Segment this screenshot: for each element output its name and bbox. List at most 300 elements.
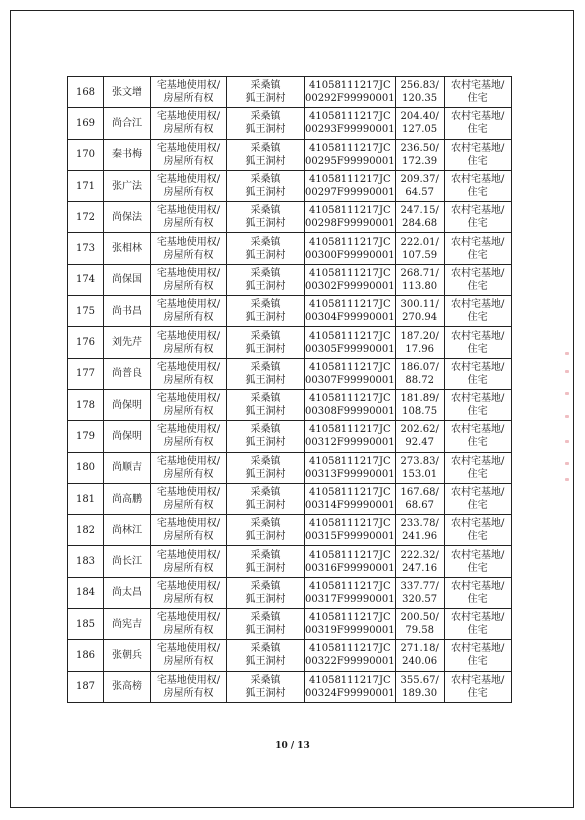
land-use-line: 住宅 (467, 124, 488, 136)
land-use-cell (444, 264, 511, 295)
owner-name-cell: 尚高鹏 (104, 483, 151, 514)
area-cell (395, 233, 444, 264)
area-line: 355.67/ (400, 674, 439, 686)
land-use-line: 农村宅基地/ (450, 549, 505, 561)
land-use-line: 农村宅基地/ (450, 455, 505, 467)
location-line: 采桑镇 (250, 674, 281, 686)
row-number-cell: 182 (68, 515, 104, 546)
parcel-code-line: 00322F99990001 (305, 656, 395, 668)
table-row (68, 139, 512, 170)
right-type-line: 房屋所有权 (163, 280, 214, 292)
owner-name-cell: 尚宪吉 (104, 609, 151, 640)
land-use-line: 农村宅基地/ (450, 580, 505, 592)
parcel-code-cell (305, 233, 396, 264)
right-type-line: 房屋所有权 (163, 468, 214, 480)
location-line: 采桑镇 (250, 643, 281, 655)
land-use-cell (444, 421, 511, 452)
area-line: 181.89/ (400, 393, 439, 405)
location-cell (227, 77, 305, 108)
location-line: 狐王洞村 (245, 155, 286, 167)
row-number-cell: 170 (68, 139, 104, 170)
area-line: 127.05 (402, 124, 438, 136)
owner-name-cell: 尚保法 (104, 202, 151, 233)
area-line: 320.57 (402, 593, 438, 605)
table-row (68, 577, 512, 608)
owner-name-cell: 尚顺吉 (104, 452, 151, 483)
table-row (68, 452, 512, 483)
area-line: 271.18/ (400, 643, 439, 655)
parcel-code-line: 41058111217JC (309, 455, 391, 467)
area-cell (395, 358, 444, 389)
area-line: 200.50/ (400, 612, 439, 624)
location-cell (227, 483, 305, 514)
right-type-line: 房屋所有权 (163, 155, 214, 167)
row-number-cell: 183 (68, 546, 104, 577)
location-line: 采桑镇 (250, 267, 281, 279)
location-line: 采桑镇 (250, 111, 281, 123)
area-cell (395, 202, 444, 233)
land-use-line: 住宅 (467, 374, 488, 386)
land-use-cell (444, 546, 511, 577)
row-number-cell: 186 (68, 640, 104, 671)
land-use-cell (444, 389, 511, 420)
area-line: 247.16 (402, 562, 438, 574)
parcel-code-line: 00292F99990001 (305, 93, 395, 105)
area-line: 107.59 (402, 249, 438, 261)
table-row (68, 264, 512, 295)
land-use-line: 农村宅基地/ (450, 80, 505, 92)
location-line: 狐王洞村 (245, 500, 286, 511)
location-line: 采桑镇 (250, 393, 281, 405)
land-use-line: 农村宅基地/ (450, 205, 505, 217)
area-cell (395, 389, 444, 420)
parcel-code-line: 00307F99990001 (305, 374, 395, 386)
area-line: 240.06 (402, 656, 438, 668)
right-type-line: 房屋所有权 (163, 124, 214, 136)
row-number-cell: 176 (68, 327, 104, 358)
owner-name-cell: 张文增 (104, 77, 151, 108)
location-line: 狐王洞村 (245, 437, 286, 449)
location-cell (227, 233, 305, 264)
parcel-code-line: 41058111217JC (309, 142, 391, 154)
land-use-cell (444, 139, 511, 170)
land-use-line: 农村宅基地/ (450, 643, 505, 655)
location-line: 狐王洞村 (245, 374, 286, 386)
land-use-line: 住宅 (467, 562, 488, 574)
parcel-code-line: 41058111217JC (309, 361, 391, 373)
area-line: 209.37/ (400, 174, 439, 186)
right-type-line: 宅基地使用权/ (156, 330, 221, 342)
area-line: 300.11/ (400, 299, 439, 311)
land-use-line: 农村宅基地/ (450, 518, 505, 530)
right-type-line: 房屋所有权 (163, 531, 214, 543)
right-type-line: 宅基地使用权/ (156, 267, 221, 279)
land-use-cell (444, 609, 511, 640)
parcel-code-line: 41058111217JC (309, 80, 391, 92)
area-line: 120.35 (402, 93, 438, 105)
location-line: 狐王洞村 (245, 687, 286, 699)
parcel-code-cell (305, 671, 396, 702)
row-number-cell: 178 (68, 389, 104, 420)
table-row (68, 389, 512, 420)
land-use-cell (444, 483, 511, 514)
land-use-line: 农村宅基地/ (450, 142, 505, 154)
owner-name-cell: 张相林 (104, 233, 151, 264)
location-line: 狐王洞村 (245, 280, 286, 292)
parcel-code-line: 41058111217JC (309, 580, 391, 592)
right-type-line: 宅基地使用权/ (156, 205, 221, 217)
parcel-code-cell (305, 358, 396, 389)
parcel-code-cell (305, 108, 396, 139)
right-type-cell (151, 77, 227, 108)
parcel-code-line: 41058111217JC (309, 674, 391, 686)
parcel-code-cell (305, 515, 396, 546)
row-number-cell: 184 (68, 577, 104, 608)
area-line: 256.83/ (400, 80, 439, 92)
right-type-line: 房屋所有权 (163, 312, 214, 324)
right-type-line: 宅基地使用权/ (156, 142, 221, 154)
row-number-cell: 169 (68, 108, 104, 139)
land-use-cell (444, 233, 511, 264)
right-type-line: 房屋所有权 (163, 187, 214, 199)
land-use-line: 住宅 (467, 625, 488, 637)
registry-table-body (68, 77, 512, 703)
location-line: 采桑镇 (250, 174, 281, 186)
right-type-line: 房屋所有权 (163, 437, 214, 449)
location-line: 狐王洞村 (245, 93, 286, 105)
land-use-line: 农村宅基地/ (450, 424, 505, 436)
area-cell (395, 77, 444, 108)
right-type-cell (151, 546, 227, 577)
location-line: 采桑镇 (250, 612, 281, 624)
location-line: 狐王洞村 (245, 124, 286, 136)
land-use-cell (444, 640, 511, 671)
land-use-line: 农村宅基地/ (450, 674, 505, 686)
parcel-code-line: 00324F99990001 (305, 687, 395, 699)
location-cell (227, 202, 305, 233)
location-line: 采桑镇 (250, 80, 281, 92)
land-use-cell (444, 202, 511, 233)
right-type-line: 宅基地使用权/ (156, 674, 221, 686)
area-cell (395, 170, 444, 201)
location-cell (227, 108, 305, 139)
location-cell (227, 515, 305, 546)
land-use-line: 住宅 (467, 687, 488, 699)
land-use-line: 农村宅基地/ (450, 299, 505, 311)
row-number-cell: 181 (68, 483, 104, 514)
parcel-code-cell (305, 640, 396, 671)
area-line: 79.58 (405, 625, 434, 637)
owner-name-cell: 刘先芹 (104, 327, 151, 358)
land-use-line: 住宅 (467, 312, 488, 324)
land-use-cell (444, 296, 511, 327)
parcel-code-cell (305, 264, 396, 295)
area-cell (395, 421, 444, 452)
area-line: 17.96 (405, 343, 434, 355)
right-type-line: 房屋所有权 (163, 500, 214, 511)
area-line: 187.20/ (400, 330, 439, 342)
location-line: 狐王洞村 (245, 312, 286, 324)
location-line: 狐王洞村 (245, 593, 286, 605)
parcel-code-cell (305, 452, 396, 483)
location-line: 采桑镇 (250, 236, 281, 248)
right-type-cell (151, 358, 227, 389)
area-line: 241.96 (402, 531, 438, 543)
area-line: 233.78/ (400, 518, 439, 530)
right-type-line: 房屋所有权 (163, 249, 214, 261)
parcel-code-line: 00313F99990001 (305, 468, 395, 480)
parcel-code-cell (305, 139, 396, 170)
owner-name-cell: 尚普良 (104, 358, 151, 389)
location-cell (227, 452, 305, 483)
parcel-code-cell (305, 546, 396, 577)
right-type-cell (151, 139, 227, 170)
parcel-code-line: 41058111217JC (309, 487, 391, 498)
area-line: 153.01 (402, 468, 438, 480)
land-use-line: 住宅 (467, 406, 488, 418)
right-type-cell (151, 515, 227, 546)
table-row (68, 170, 512, 201)
location-cell (227, 170, 305, 201)
parcel-code-line: 41058111217JC (309, 612, 391, 624)
area-line: 68.67 (405, 500, 434, 511)
land-use-line: 住宅 (467, 500, 488, 511)
location-line: 狐王洞村 (245, 531, 286, 543)
right-type-cell (151, 233, 227, 264)
right-type-line: 房屋所有权 (163, 625, 214, 637)
area-line: 113.80 (402, 280, 438, 292)
right-type-line: 宅基地使用权/ (156, 393, 221, 405)
table-row (68, 233, 512, 264)
parcel-code-line: 41058111217JC (309, 643, 391, 655)
land-use-line: 农村宅基地/ (450, 612, 505, 624)
area-line: 189.30 (402, 687, 438, 699)
table-row (68, 671, 512, 702)
right-type-line: 房屋所有权 (163, 93, 214, 105)
right-type-cell (151, 483, 227, 514)
area-line: 167.68/ (400, 487, 439, 498)
area-cell (395, 296, 444, 327)
parcel-code-line: 00297F99990001 (305, 187, 395, 199)
area-line: 236.50/ (400, 142, 439, 154)
location-line: 采桑镇 (250, 487, 281, 498)
location-cell (227, 139, 305, 170)
parcel-code-line: 00308F99990001 (305, 406, 395, 418)
owner-name-cell: 张朝兵 (104, 640, 151, 671)
area-line: 273.83/ (400, 455, 439, 467)
parcel-code-cell (305, 77, 396, 108)
row-number-cell: 185 (68, 609, 104, 640)
right-type-cell (151, 264, 227, 295)
location-cell (227, 327, 305, 358)
right-type-line: 宅基地使用权/ (156, 361, 221, 373)
area-line: 108.75 (402, 406, 438, 418)
parcel-code-cell (305, 170, 396, 201)
area-line: 222.32/ (400, 549, 439, 561)
right-type-cell (151, 577, 227, 608)
area-line: 268.71/ (400, 267, 439, 279)
seal-fragment (565, 352, 571, 482)
right-type-line: 房屋所有权 (163, 343, 214, 355)
location-cell (227, 640, 305, 671)
owner-name-cell: 尚林江 (104, 515, 151, 546)
area-cell (395, 264, 444, 295)
parcel-code-line: 41058111217JC (309, 236, 391, 248)
right-type-line: 房屋所有权 (163, 656, 214, 668)
parcel-code-cell (305, 609, 396, 640)
right-type-line: 宅基地使用权/ (156, 174, 221, 186)
area-line: 204.40/ (400, 111, 439, 123)
parcel-code-line: 41058111217JC (309, 267, 391, 279)
location-line: 狐王洞村 (245, 218, 286, 230)
land-use-line: 农村宅基地/ (450, 267, 505, 279)
right-type-line: 宅基地使用权/ (156, 643, 221, 655)
right-type-line: 宅基地使用权/ (156, 236, 221, 248)
right-type-line: 宅基地使用权/ (156, 424, 221, 436)
parcel-code-cell (305, 483, 396, 514)
area-line: 202.62/ (400, 424, 439, 436)
parcel-code-line: 00304F99990001 (305, 312, 395, 324)
land-use-cell (444, 327, 511, 358)
location-line: 采桑镇 (250, 142, 281, 154)
land-use-cell (444, 358, 511, 389)
location-line: 采桑镇 (250, 518, 281, 530)
parcel-code-line: 00302F99990001 (305, 280, 395, 292)
land-use-line: 住宅 (467, 155, 488, 167)
location-line: 采桑镇 (250, 549, 281, 561)
parcel-code-line: 00293F99990001 (305, 124, 395, 136)
row-number-cell: 171 (68, 170, 104, 201)
parcel-code-line: 00319F99990001 (305, 625, 395, 637)
right-type-line: 宅基地使用权/ (156, 580, 221, 592)
right-type-line: 宅基地使用权/ (156, 80, 221, 92)
location-cell (227, 389, 305, 420)
right-type-line: 宅基地使用权/ (156, 612, 221, 624)
location-line: 狐王洞村 (245, 656, 286, 668)
land-use-line: 农村宅基地/ (450, 236, 505, 248)
location-line: 采桑镇 (250, 330, 281, 342)
parcel-code-line: 00305F99990001 (305, 343, 395, 355)
table-row (68, 546, 512, 577)
right-type-cell (151, 296, 227, 327)
area-cell (395, 671, 444, 702)
location-cell (227, 671, 305, 702)
right-type-cell (151, 327, 227, 358)
parcel-code-line: 00312F99990001 (305, 437, 395, 449)
right-type-line: 宅基地使用权/ (156, 299, 221, 311)
owner-name-cell: 尚保明 (104, 389, 151, 420)
table-row (68, 640, 512, 671)
area-cell (395, 108, 444, 139)
location-line: 采桑镇 (250, 361, 281, 373)
row-number-cell: 180 (68, 452, 104, 483)
land-use-cell (444, 452, 511, 483)
area-cell (395, 609, 444, 640)
parcel-code-line: 41058111217JC (309, 299, 391, 311)
location-line: 采桑镇 (250, 205, 281, 217)
location-line: 狐王洞村 (245, 562, 286, 574)
area-line: 88.72 (405, 374, 434, 386)
location-cell (227, 609, 305, 640)
land-use-cell (444, 515, 511, 546)
land-use-line: 住宅 (467, 593, 488, 605)
owner-name-cell: 秦书梅 (104, 139, 151, 170)
right-type-cell (151, 421, 227, 452)
area-cell (395, 577, 444, 608)
table-row (68, 327, 512, 358)
land-use-cell (444, 671, 511, 702)
parcel-code-cell (305, 389, 396, 420)
land-use-line: 农村宅基地/ (450, 111, 505, 123)
location-line: 狐王洞村 (245, 468, 286, 480)
area-line: 222.01/ (400, 236, 439, 248)
land-use-cell (444, 577, 511, 608)
location-line: 采桑镇 (250, 299, 281, 311)
right-type-cell (151, 202, 227, 233)
owner-name-cell: 张高榜 (104, 671, 151, 702)
location-cell (227, 264, 305, 295)
parcel-code-cell (305, 327, 396, 358)
area-line: 270.94 (402, 312, 438, 324)
row-number-cell: 174 (68, 264, 104, 295)
parcel-code-line: 00316F99990001 (305, 562, 395, 574)
parcel-code-line: 41058111217JC (309, 111, 391, 123)
parcel-code-line: 41058111217JC (309, 518, 391, 530)
right-type-line: 房屋所有权 (163, 562, 214, 574)
land-use-line: 农村宅基地/ (450, 487, 505, 498)
row-number-cell: 172 (68, 202, 104, 233)
area-line: 186.07/ (400, 361, 439, 373)
right-type-line: 宅基地使用权/ (156, 455, 221, 467)
area-line: 337.77/ (400, 580, 439, 592)
land-use-line: 住宅 (467, 280, 488, 292)
row-number-cell: 177 (68, 358, 104, 389)
location-line: 采桑镇 (250, 424, 281, 436)
area-line: 64.57 (405, 187, 434, 199)
owner-name-cell: 张广法 (104, 170, 151, 201)
right-type-line: 房屋所有权 (163, 687, 214, 699)
area-cell (395, 483, 444, 514)
table-row (68, 483, 512, 514)
land-use-line: 住宅 (467, 249, 488, 261)
row-number-cell: 168 (68, 77, 104, 108)
parcel-code-line: 00298F99990001 (305, 218, 395, 230)
parcel-code-cell (305, 296, 396, 327)
owner-name-cell: 尚长江 (104, 546, 151, 577)
location-cell (227, 546, 305, 577)
land-use-cell (444, 170, 511, 201)
location-line: 狐王洞村 (245, 343, 286, 355)
location-line: 采桑镇 (250, 580, 281, 592)
table-row (68, 77, 512, 108)
area-line: 92.47 (405, 437, 434, 449)
right-type-line: 房屋所有权 (163, 406, 214, 418)
right-type-line: 宅基地使用权/ (156, 111, 221, 123)
table-row (68, 202, 512, 233)
land-use-line: 住宅 (467, 437, 488, 449)
land-use-line: 住宅 (467, 93, 488, 105)
land-use-cell (444, 77, 511, 108)
row-number-cell: 179 (68, 421, 104, 452)
land-use-line: 住宅 (467, 531, 488, 543)
owner-name-cell: 尚保国 (104, 264, 151, 295)
location-cell (227, 358, 305, 389)
parcel-code-line: 00300F99990001 (305, 249, 395, 261)
table-row (68, 421, 512, 452)
parcel-code-line: 00314F99990001 (305, 500, 395, 511)
right-type-cell (151, 671, 227, 702)
owner-name-cell: 尚保明 (104, 421, 151, 452)
